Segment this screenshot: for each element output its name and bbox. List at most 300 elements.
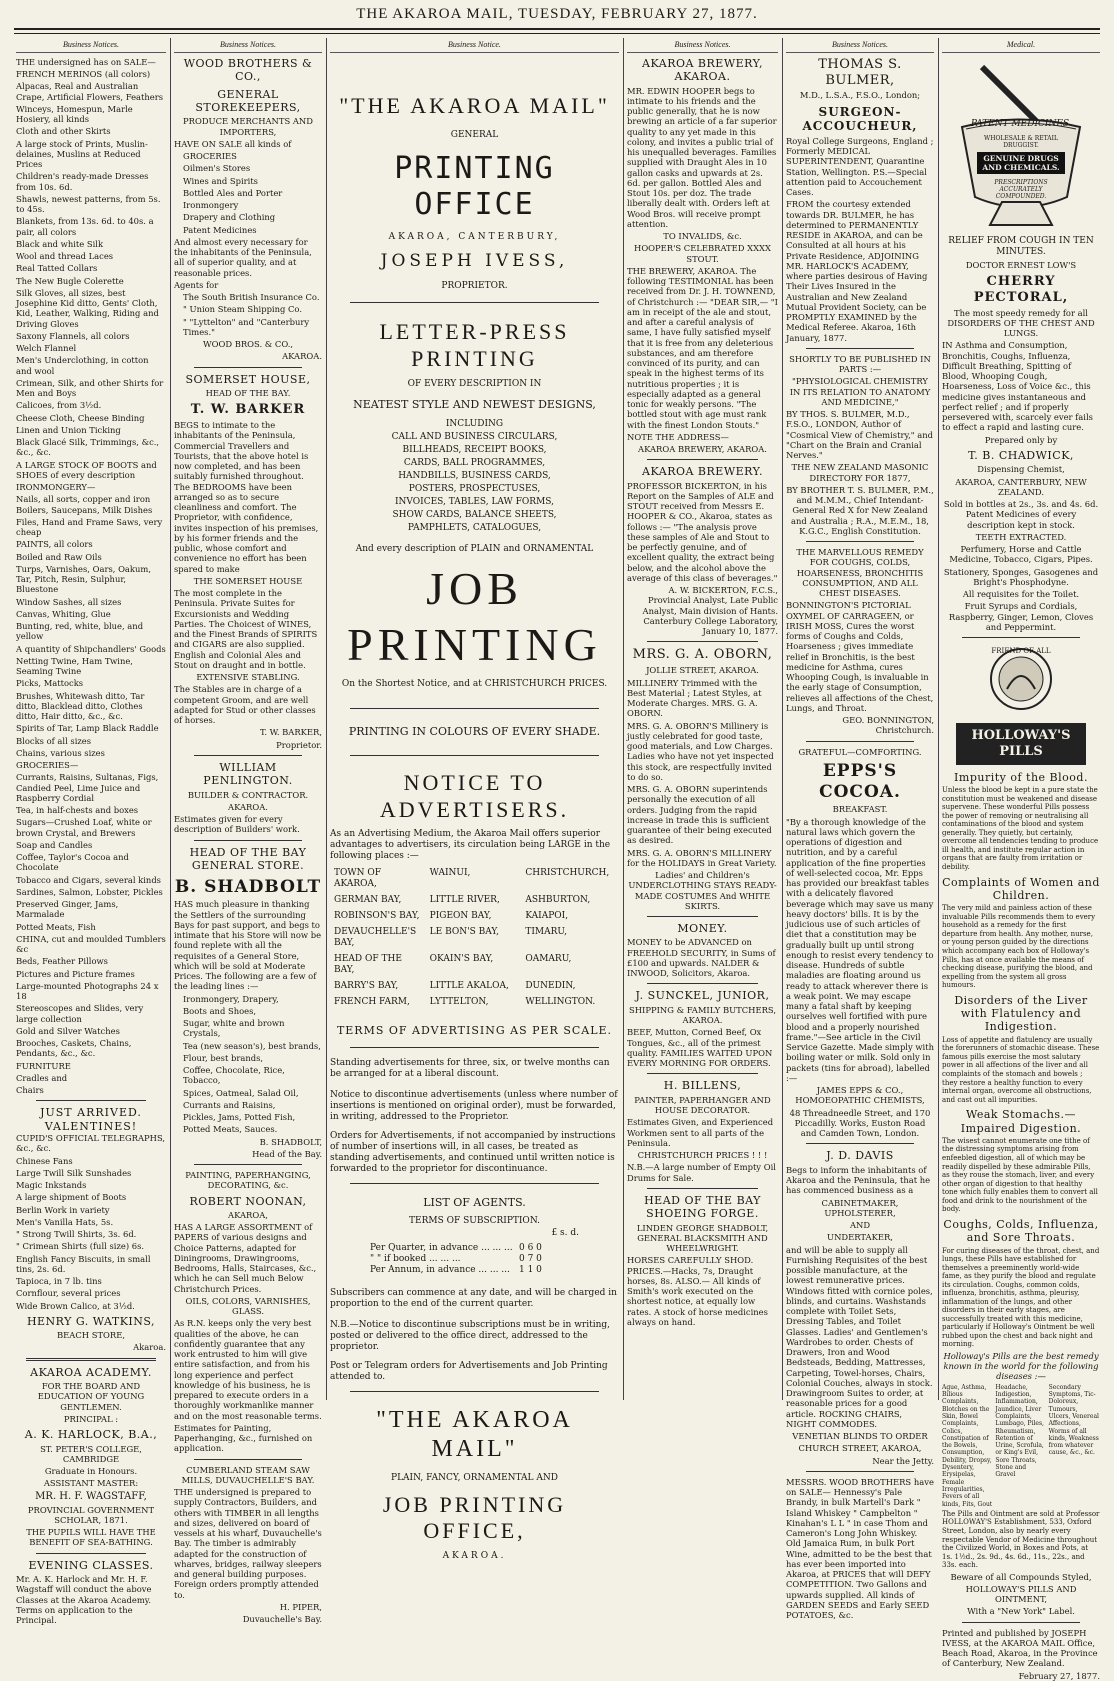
column-6 [942, 40, 1100, 1681]
cherry-text: IN Asthma and Consumption, Bronchitis, Coughs, Influenza, Difficult Breathing, Spitting of Blood, Whooping Cough, Hoarseness, Loss of Voice &c., this medicine gives instantaneous and perfect relief ; and if properly persevered with, scarcely ever fails to effect a rapid and lasting cure. [942, 340, 1093, 433]
weak-heading: Weak Stomachs.—Impaired Digestion. [960, 1108, 1082, 1135]
sale-item: PAINTS, all colors [16, 539, 93, 550]
linden-text: HORSES CAREFULLY SHOD. PRICES.—Hacks, 7s, Draught horses, 8s. ALSO.— All kinds of Smith's work executed on the shortest notice, at equally low rates. A stock of horse medicines always on hand. [627, 1255, 768, 1327]
office-place: AKAROA, CANTERBURY, [388, 231, 561, 242]
cherry-heading: CHERRY PECTORAL, [973, 273, 1069, 305]
place-item: LITTLE RIVER, [429, 895, 500, 906]
place-item: OAMARU, [525, 954, 572, 965]
column-5 [786, 40, 934, 1621]
shadbolt-item: Potted Meats, Sauces. [183, 1124, 278, 1135]
cupid-list [16, 1133, 166, 1311]
plain-fancy: PLAIN, FANCY, ORNAMENTAL AND [391, 1472, 558, 1483]
subscription-price: 0 6 0 [519, 1243, 542, 1254]
subscription-heading: TERMS OF SUBSCRIPTION. [409, 1215, 540, 1226]
divider [647, 1073, 758, 1074]
agents-list [174, 292, 322, 337]
shadbolt-place: Head of the Bay. [252, 1148, 322, 1159]
place-item: TIMARU, [525, 927, 567, 938]
testimonial-text: THE BREWERY, AKAROA. The following TESTIMONIAL has been received from Dr. J. H. TOWNEND, of Christchurch :— "DEAR SIR,— "I am in receipt of the ale and stout, and after a careful analysis of same, I have fully satisfied myself that it is free from any deleterious substances, and am therefore convinced of its purity, and can speak in the highest terms of its nutritious properties ; it is especially adapted as a general tonic for weakly persons. "The bottled stout with age must rank with the finest London Stouts." [627, 265, 778, 430]
epps-sign: JAMES EPPS & CO., HOMOEOPATHIC CHEMISTS, [795, 1085, 925, 1106]
noonan-heading: ROBERT NOONAN, [189, 1194, 307, 1208]
cupid-item: Cornflour, several prices [16, 1288, 121, 1299]
noonan-text: HAS A LARGE ASSORTMENT of PAPERS of various designs and Choice Patterns, adapted for Diningrooms, Drawingrooms, Bedrooms, Halls, Staircases, &c., which he can Sell much Below Christchurch Prices. [174, 1222, 317, 1294]
place-item: KAIAPOI, [525, 911, 569, 922]
holloway-banner: HOLLOWAY'S PILLS [956, 723, 1086, 765]
place-item: WAINUI, [429, 868, 471, 879]
shadbolt-item: Tea (new season's), best brands, [183, 1040, 321, 1051]
physiological-title: "PHYSIOLOGICAL CHEMISTRY IN ITS RELATION TO ANATOMY AND MEDICINE," [789, 376, 931, 407]
oborn-text2: MRS. G. A. OBORN'S Millinery is justly celebrated for good taste, good materials, and Low Charges. Ladies who have not yet inspected this stock, are respectfully invited to do so. [627, 720, 774, 782]
printing-item: HANDBILLS, BUSINESS CARDS, [398, 471, 551, 482]
oborn-text: MILLINERY Trimmed with the Best Material ; Latest Styles, at Moderate Charges. MRS. G. A. OBORN. [627, 677, 762, 719]
divider [26, 1358, 156, 1361]
chadwick-role: Dispensing Chemist, [977, 464, 1065, 475]
place-item: BARRY'S BAY, [334, 981, 399, 992]
sale-item: Beds, Feather Pillows [16, 956, 108, 967]
neatest-style: NEATEST STYLE AND NEWEST DESIGNS, [353, 398, 596, 412]
academy-sub: FOR THE BOARD AND EDUCATION OF YOUNG GENTLEMEN. [37, 1381, 145, 1412]
divider [806, 348, 914, 349]
chadwick-name: T. B. CHADWICK, [968, 448, 1074, 462]
divider [647, 983, 758, 984]
venetian-address: CHURCH STREET, AKAROA, [798, 1443, 922, 1454]
sale-item: Brooches, Caskets, Chains, Pendants, &c., &c. [16, 1038, 132, 1059]
money-text: MONEY to be ADVANCED on FREEHOLD SECURITY, in Sums of £100 and upwards. NALDER & INWOOD, Solicitors, Akaroa. [627, 937, 776, 979]
divider [962, 637, 1080, 638]
place-item: LITTLE AKALOA, [429, 981, 509, 992]
column-divider [938, 38, 939, 1400]
sale-item: Brushes, Whitewash ditto, Tar ditto, Blacklead ditto, Clothes ditto, Hair ditto, &c., &c. [16, 690, 145, 721]
cupid-item: " Crimean Shirts (full size) 6s. [16, 1241, 145, 1252]
sale-item: Turps, Varnishes, Oars, Oakum, Tar, Pitch, Resin, Sulphur, Bluestone [16, 563, 152, 595]
sale-item: Black Glacé Silk, Trimmings, &c., &c., &c. [16, 437, 160, 458]
impurity-heading: Impurity of the Blood. [954, 770, 1088, 784]
shortest-notice: On the Shortest Notice, and at CHRISTCHURCH PRICES. [341, 679, 608, 690]
penlington-heading: WILLIAM PENLINGTON. [203, 760, 293, 788]
pot-label-3: GENUINE DRUGS AND CHEMICALS. [982, 153, 1060, 172]
published-heading: SHORTLY TO BE PUBLISHED IN PARTS :— [789, 353, 931, 375]
cupid-item: " Strong Twill Shirts, 3s. 6d. [16, 1229, 137, 1240]
pills-sold: The Pills and Ointment are sold at Professor HOLLOWAY'S Establishment, 533, Oxford Street, London, also by nearly every respectable Vendor of Medicine throughout the Civilized World, in Boxes and Pots, at 1s. 1½d., 2s. 9d., 4s. 6d., 11s., 22s., and 33s. each. [942, 1509, 1100, 1570]
perfumery-line: Perfumery, Horse and Cattle Medicine, Tobacco, Cigars, Pipes. [949, 544, 1093, 565]
divider [647, 1188, 758, 1189]
printing-office-heading: PRINTING OFFICE [394, 150, 555, 223]
invalids-heading: TO INVALIDS, &c. [663, 231, 742, 242]
sale-item: Shawls, newest patterns, from 5s. to 45s. [16, 193, 161, 214]
sale-item: Crimean, Silk, and other Shirts for Men and Boys [16, 377, 164, 398]
linden-heading: LINDEN GEORGE SHADBOLT, GENERAL BLACKSMITH AND WHEELWRIGHT. [636, 1222, 769, 1254]
coughs-text: For curing diseases of the throat, chest, and lungs, these Pills have established for themselves a preeminently world-wide fame, as they purify the blood and regulate its circulation. Coughs, common colds, influenza, bronchitis, asthma, pleurisy, inflammation of the lungs, and other disorders in their early stages, are successfully treated with this medicine, particularly if Holloway's Ointment be well rubbed upon the chest and back night and morning. [942, 1246, 1100, 1349]
epps-text: "By a thorough knowledge of the natural laws which govern the operations of digestion and nutrition, and by a careful application of the fine properties of well-selected cocoa, Mr. Epps has provided our breakfast tables with a delicately flavored beverage which may save us many heavy doctors' bills. It is by the judicious use of such articles of diet that a constitution may be gradually built up until strong enough to resist every tendency to disease. Hundreds of subtle maladies are floating around us ready to attack wherever there is a weak point. We may escape many a fatal shaft by keeping ourselves well fortified with pure blood and a properly nourished frame."—See article in the Civil Service Gazette. Made simply with boiling water or milk. Sold only in packets (tins for abroad), labelled :— [786, 816, 934, 1083]
sale-item: A quantity of Shipchandlers' Goods [16, 643, 166, 654]
money-heading: MONEY. [677, 922, 728, 936]
sale-item: Pictures and Picture frames [16, 968, 135, 979]
place-item: HEAD OF THE BAY, [334, 954, 402, 976]
holloway-emblem [942, 643, 1100, 717]
wood-sign: WOOD BROS. & CO., [202, 339, 294, 350]
shadbolt-heading: B. SHADBOLT [174, 876, 322, 897]
cupid-item: Men's Vanilla Hats, 5s. [16, 1216, 114, 1227]
place-item: FRENCH FARM, [334, 997, 410, 1007]
davis-heading: J. D. DAVIS [826, 1149, 894, 1163]
venetian-near: Near the Jetty. [872, 1455, 934, 1466]
epps-heading: EPPS'S COCOA. [819, 760, 901, 802]
sale-item: Children's ready-made Dresses from 10s. 6d. [16, 171, 149, 192]
disease-column: Secondary Symptoms, Tic-Doloreux, Tumours, Ulcers, Venereal Affections, Worms of all kinds, Weakness from whatever cause, &c., &c. [1048, 1383, 1099, 1457]
divider [647, 459, 758, 460]
masonic-title: THE NEW ZEALAND MASONIC DIRECTORY FOR 1877, [791, 462, 929, 483]
divider [806, 1471, 914, 1472]
barker-role: Proprietor. [276, 739, 322, 750]
divider [194, 1459, 302, 1460]
noonan-text2: As R.N. keeps only the very best qualities of the above, he can confidently guarantee that any work entrusted to him will give entire satisfaction, and from his long experience and perfect knowledge of his business, he is prepared to execute orders in a thoroughly workmanlike manner and on the most reasonable terms. [174, 1318, 322, 1421]
sale-item: Gold and Silver Watches [16, 1025, 120, 1036]
painting-heading: PAINTING, PAPERHANGING, DECORATING, &c. [185, 1170, 311, 1191]
evening-text: Mr. A. K. Harlock and Mr. H. F. Wagstaff will conduct the above Classes at the Akaroa Academy. Terms on application to the Principal. [16, 1574, 152, 1626]
disease-column: Ague, Asthma, Bilious Complaints, Blotches on the Skin, Bowel Complaints, Colics, Constipation of the Bowels, Consumption, Debility, Dropsy, Dysentery, Erysipelas, Female Irregularities, Fevers of all kinds, Fits, Gout [942, 1383, 993, 1508]
printing-items [330, 432, 619, 534]
divider [806, 541, 914, 542]
oborn-text4: MRS. G. A. OBORN'S MILLINERY for the HOLIDAYS in Great Variety. [627, 847, 777, 868]
including-label: INCLUDING [445, 419, 504, 430]
place-item: OKAIN'S BAY, [429, 954, 494, 965]
epps-address: 48 Threadneedle Street, and 170 Piccadilly. Works, Euston Road and Camden Town, London. [789, 1107, 931, 1139]
subscription-units: £ s. d. [551, 1228, 579, 1239]
wood-title: WOOD BROTHERS & CO., [183, 56, 313, 84]
wood-item: Patent Medicines [183, 224, 257, 235]
barker-house: THE SOMERSET HOUSE [193, 575, 303, 586]
remedy-heading: Holloway's Pills are the best remedy known in the world for the following diseases :— [943, 1350, 1099, 1382]
assistant-detail: PROVINCIAL GOVERNMENT SCHOLAR, 1871. [27, 1504, 155, 1525]
grateful-line: GRATEFUL—COMFORTING. [798, 746, 922, 757]
wood-item: Drapery and Clothing [183, 212, 276, 223]
shadbolt-item: Ironmongery, Drapery, [183, 993, 279, 1004]
column-heading: Medical. [942, 40, 1100, 53]
xxxx-heading: HOOPER'S CELEBRATED XXXX STOUT. [634, 243, 771, 264]
place-item: LE BON'S BAY, [429, 927, 499, 938]
agent-item: The South British Insurance Co. [183, 292, 320, 303]
place-item: DEVAUCHELLE'S BAY, [334, 927, 417, 949]
column-heading: Business Notice. [330, 40, 619, 53]
sale-item: The New Bugle Colerette [16, 275, 124, 286]
shadbolt-sign: B. SHADBOLT, [259, 1136, 322, 1147]
divider [350, 1047, 599, 1048]
notice-heading: NOTICE TO ADVERTISERS. [379, 769, 570, 822]
sale-item: Black and white Silk [16, 238, 104, 249]
sale-item: Cheese Cloth, Cheese Binding [16, 412, 145, 423]
proprietor-label: PROPRIETOR. [441, 281, 508, 292]
penlington-place: AKAROA. [228, 801, 268, 812]
emblem-text: FRIEND OF ALL [991, 647, 1051, 656]
place-item: ROBINSON'S BAY, [334, 911, 420, 922]
wood-intro: HAVE ON SALE all kinds of [174, 138, 292, 149]
brewery-heading: AKAROA BREWERY, AKAROA. [642, 56, 763, 84]
ladies-text: Ladies' and Children's UNDERCLOTHING STAYS READY-MADE COSTUMES And WHITE SKIRTS. [628, 870, 777, 911]
complaints-text: The very mild and painless action of these invaluable Pills recommends them to every household as a remedy for the first departure from health. Any mother, nurse, or young person guided by the directions which accompany each box of Holloway's Pills, has at once available the means of checking disease, purifying the blood, and expelling from the system all gross humours. [942, 904, 1096, 990]
masthead: THE AKAROA MAIL, TUESDAY, FEBRUARY 27, 1877. [356, 6, 758, 22]
sale-item: Winceys, Homespun, Marle Hosiery, all kinds [16, 103, 133, 124]
masonic-by: BY BROTHER T. S. BULMER, P.M., and M.M.M., Chief Intendant-General Red X for New Zealand and Australia ; R.A., M.E.M., 18, K.G.C., English Constitution. [786, 484, 934, 536]
place-item: LYTTELTON, [429, 997, 489, 1007]
cupid-item: Wide Brown Calico, at 3½d. [16, 1300, 135, 1311]
watkins-place: Akaroa. [133, 1342, 166, 1353]
wood-item: GROCERIES [183, 151, 237, 162]
mills-sign: H. PIPER, [279, 1601, 322, 1612]
watkins-store: BEACH STORE, [57, 1330, 125, 1341]
disease-table [942, 1384, 1100, 1510]
subscription-price: 1 1 0 [519, 1265, 542, 1276]
sale-item: Wool and thread Laces [16, 251, 114, 261]
office-title-2: "THE AKAROA MAIL" [376, 1407, 573, 1463]
column-4 [627, 40, 778, 1398]
mills-text: THE undersigned is prepared to supply Contractors, Builders, and others with TIMBER in all lengths and sizes, delivered on board of vessels at his wharf, Duvauchelle's Bay. The timber is admirably adapted for the construction of wharves, bridges, railway sleepers and general building purposes. Foreign orders promptly attended to. [174, 1487, 322, 1600]
sale-item: Picks, Mattocks [16, 678, 84, 689]
sale-item: Cloth and other Skirts [16, 126, 111, 137]
sale-item: Men's Underclothing, in cotton and wool [16, 355, 149, 376]
noonan-oils: OILS, COLORS, VARNISHES, GLASS. [185, 1295, 311, 1317]
weak-text: The wisest cannot enumerate one tithe of the distressing symptoms arising from enfeebled digestion, all of which may be readily dispelled by these admirable Pills, as they rouse the stomach, liver, and every other organ of digestion to that healthy tone which fully enables them to convert all food and drink to the nourishment of the body. [942, 1136, 1098, 1214]
column-3 [330, 40, 619, 1562]
bonnington-sign: GEO. BONNINGTON, Christchurch. [842, 715, 934, 736]
nb-text: N.B.—Notice to discontinue subscriptions must be in writing, posted or delivered to the office direct, addressed to the proprietor. [330, 1320, 611, 1353]
hpo-line: HOLLOWAY'S PILLS AND OINTMENT, [965, 1583, 1077, 1605]
shadbolt-item: Flour, best brands, [183, 1052, 264, 1063]
valentines-heading: VALENTINES! [44, 1119, 138, 1133]
toilet-line: All requisites for the Toilet. [962, 589, 1080, 600]
column-heading: Business Notices. [627, 40, 778, 53]
barker-sign: T. W. BARKER, [260, 727, 322, 738]
letterpress-heading: LETTER-PRESS PRINTING [379, 319, 570, 372]
sunckel-heading: J. SUNCKEL, JUNIOR, [635, 989, 770, 1003]
shadbolt-items [174, 994, 322, 1135]
divider [350, 1183, 599, 1184]
venetian-heading: VENETIAN BLINDS TO ORDER [792, 1431, 928, 1442]
agents-label: Agents for [174, 279, 219, 290]
shadbolt-item: Currants and Raisins, [183, 1099, 276, 1110]
sale-item: CHINA, cut and moulded Tumblers &c [16, 933, 166, 954]
breakfast-label: BREAKFAST. [832, 804, 888, 815]
sale-item: Blocks of all sizes [16, 735, 92, 746]
printing-item: INVOICES, TABLES, LAW FORMS, [394, 497, 554, 508]
column-heading: Business Notices. [16, 40, 166, 53]
sale-item: Spirits of Tar, Lamp Black Raddle [16, 723, 159, 734]
sale-item: Window Sashes, all sizes [16, 596, 122, 607]
place-item: PIGEON BAY, [429, 911, 492, 922]
oborn-place: JOLLIE STREET, AKAROA. [646, 665, 759, 676]
stabling-text: The Stables are in charge of a competent Groom, and are well adapted for Stud or other classes of horses. [174, 684, 316, 726]
cabinet-heading: CABINETMAKER, UPHOLSTERER, [821, 1197, 899, 1218]
bickerton-sign: A. W. BICKERTON, F.C.S., Provincial Analyst, Late Public Analyst, Main division of Hants. Canterbury College Laboratory, January 10, 1877. [642, 585, 778, 637]
wood-text: And almost every necessary for the inhabitants of the Peninsula, all of superior quality, and at reasonable prices. [174, 236, 312, 278]
column-divider [326, 38, 327, 1400]
bulmer-text2: FROM the courtesy extended towards DR. BULMER, he has determined to PERMANENTLY RESIDE in AKAROA, and can be Consulted at all hours at his Private Residence, ADJOINING MR. HARLOCK'S ACADEMY, where parties desirous of Having Their Lives Insured in the Australian and New Zealand Mutual Provident Society, can be PROMPTLY EXAMINED by the Medical Referee. Akaroa, 16th January, 1877. [786, 199, 928, 343]
standing-text: Standing advertisements for three, six, or twelve months can be arranged for at a liberal discount. [330, 1058, 610, 1080]
christchurch-prices: CHRISTCHURCH PRICES ! ! ! [637, 1150, 768, 1161]
column-divider [170, 38, 171, 1400]
principal-label: PRINCIPAL : [63, 1413, 119, 1424]
sale-item: Chairs [16, 1085, 44, 1095]
relief-heading: RELIEF FROM COUGH IN TEN MINUTES. [948, 235, 1094, 257]
divider [350, 708, 599, 709]
bulmer-heading: THOMAS S. BULMER, [818, 56, 902, 88]
undertaker-heading: UNDERTAKER, [827, 1232, 893, 1243]
divider [194, 840, 302, 841]
discontinue-text: Notice to discontinue advertisements (unless where number of insertions is mentioned on original order), must be forwarded, in writing, addressed to the Proprietor. [330, 1090, 618, 1123]
sale-list [16, 57, 166, 1096]
cherry-sub: The most speedy remedy for all DISORDERS OF THE CHEST AND LUNGS. [947, 307, 1095, 339]
owner-name: JOSEPH IVESS, [380, 250, 569, 271]
ny-line: With a "New York" Label. [967, 1606, 1075, 1617]
sale-item: Saxony Flannels, all colors [16, 330, 130, 341]
sale-item: Netting Twine, Ham Twine, Seaming Twine [16, 655, 133, 676]
sale-item: Real Tatted Collars [16, 263, 98, 274]
printing-item: CALL AND BUSINESS CIRCULARS, [391, 432, 558, 443]
bonnington-text: BONNINGTON'S PICTORIAL OXYMEL OF CARRAGEEN, or IRISH MOSS, Cures the worst forms of Coughs and Colds, Hoarseness ; gives immediate relief in Bronchitis, is the best medicine for Asthma, cures Whooping Cough, is invaluable in the early stage of Consumption, relieves all affections of the Chest, Lungs, and Throat. [786, 600, 934, 713]
hob-heading: HEAD OF THE BAY GENERAL STORE. [189, 845, 307, 873]
bickerton-text: PROFESSOR BICKERTON, in his Report on the Samples of ALE and STOUT received from Messrs E. HOOPER & CO., Akaroa, states as follows :— "The analysis prove these samples of Ale and Stout to be perfectly genuine, and of excellent quality, the extract being below, and the alcohol above the average of this class of beverages." [627, 480, 778, 583]
watkins-name: HENRY G. WATKINS, [26, 1314, 156, 1328]
and-label: AND [849, 1220, 871, 1231]
sale-item: FRENCH MERINOS (all colors) [16, 69, 151, 79]
billens-sub: PAINTER, PAPERHANGER AND HOUSE DECORATOR. [634, 1094, 771, 1116]
wood-sub2: PRODUCE MERCHANTS AND IMPORTERS, [183, 116, 313, 137]
divider [194, 367, 302, 368]
divider [647, 916, 758, 917]
brewery-heading-2: AKAROA BREWERY. [642, 465, 763, 479]
sale-item: Boiled and Raw Oils [16, 551, 102, 562]
subscription-price: 0 7 0 [519, 1254, 542, 1265]
place-item: WELLINGTON. [525, 997, 596, 1007]
every-description: OF EVERY DESCRIPTION IN [407, 379, 542, 390]
bulmer-text: Royal College Surgeons, England ; Formerly MEDICAL SUPERINTENDENT, Quarantine Station, Wellington. P.S.—Special attention paid to Accouchement Cases. [786, 135, 934, 198]
agent-item: " Union Steam Shipping Co. [183, 304, 302, 315]
sale-item: Welch Flannel [16, 343, 77, 353]
sale-item: Stereoscopes and Slides, very large collection [16, 1003, 144, 1024]
teeth-line: TEETH EXTRACTED. [975, 531, 1067, 542]
oborn-heading: MRS. G. A. OBORN, [632, 647, 773, 663]
penlington-sub: BUILDER & CONTRACTOR. [187, 789, 309, 800]
just-arrived-heading: JUST ARRIVED. [40, 1106, 142, 1120]
divider [647, 641, 758, 642]
sale-item: Coffee, Taylor's Cocoa and Chocolate [16, 852, 129, 873]
post-text: Post or Telegram orders for Advertisements and Job Printing attended to. [330, 1361, 608, 1383]
barker-heading: T. W. BARKER [190, 402, 306, 418]
complaints-heading: Complaints of Women and Children. [942, 875, 1100, 902]
academy-heading: AKAROA ACADEMY. [30, 1365, 152, 1379]
wood-items [174, 151, 322, 235]
wood-sub: GENERAL STOREKEEPERS, [195, 87, 301, 114]
column-divider [623, 38, 624, 1400]
sale-item: Cradles and [16, 1072, 68, 1083]
divider [36, 1100, 146, 1101]
subscription-table [330, 1241, 619, 1278]
printing-item: POSTERS, PROSPECTUSES, [408, 484, 541, 495]
surgeon-heading: SURGEON-ACCOUCHEUR, [802, 104, 918, 134]
subscription-period: Per Annum, in advance ... ... ... [370, 1265, 510, 1276]
sale-item: THE undersigned has on SALE— [16, 56, 156, 67]
sale-item: Alpacas, Real and Australian Crape, Artificial Flowers, Feathers [16, 81, 164, 102]
orders-text: Orders for Advertisements, if not accompanied by instructions of number of insertions will, in all cases, be treated as standing advertisements, and continued until written notice is forwarded to the proprietor for discontinuance. [330, 1131, 616, 1175]
stabling-heading: EXTENSIVE STABLING. [196, 672, 300, 683]
printing-item: SHOW CARDS, BALANCE SHEETS, [392, 510, 557, 521]
davis-text2: and will be able to supply all Furnishing Requisites of the best possible manufacture, at the lowest remunerative prices. Windows fitted with cornice poles, blinds, and curtains. Washstands complete with Toilet Sets, Dressing Tables, and Toilet Glasses. Ladies' and Gentlemen's Wardrobes to order. Chests of Drawers, Iron and Wood Bedsteads, Bedding, Mattresses, Carpeting, Towel-horses, Chairs, Colonial Couches, always in stock. Drawingroom Suites to order, at reasonable prices for a good article. ROCKING CHAIRS, NIGHT COMMODES. [786, 1244, 933, 1429]
cupid-item: Berlin Work in variety [16, 1204, 110, 1215]
chemist-pestle-illustration [942, 57, 1100, 232]
brewery-address: AKAROA BREWERY, AKAROA. [638, 444, 767, 455]
mills-heading: CUMBERLAND STEAM SAW MILLS, DUVAUCHELLE'S BAY. [181, 1464, 315, 1485]
printing-item: PAMPHLETS, CATALOGUES, [407, 523, 542, 534]
pupils-note: THE PUPILS WILL HAVE THE BENEFIT OF SEA-BATHING. [26, 1527, 156, 1548]
lowe-name: DOCTOR ERNEST LOW'S [965, 259, 1077, 270]
divider [350, 755, 599, 756]
colours-line: PRINTING IN COLOURS OF EVERY SHADE. [348, 725, 601, 739]
divider [194, 755, 302, 756]
sale-item: Currants, Raisins, Sultanas, Figs, Candied Peel, Lime Juice and Raspberry Cordial [16, 772, 159, 803]
marvellous-heading: THE MARVELLOUS REMEDY FOR COUGHS, COLDS, HOARSENESS, BRONCHITIS CONSUMPTION, AND ALL CHEST DISEASES. [796, 547, 924, 599]
wood-place: AKAROA. [282, 351, 322, 362]
sale-item: FURNITURE [16, 1060, 71, 1071]
place-item: CHRISTCHURCH, [525, 868, 610, 879]
barker-text: BEGS to intimate to the inhabitants of the Peninsula, Commercial Travellers and Tourists, that the above hotel is now completed, and has been suitably furnished throughout. The BEDROOMS have been arranged so as to secure cleanliness and comfort. The Proprietor, with confidence, invites inspection of his premises, by his former friends and the public, whose comfort and convenience no effort has been spared to make [174, 420, 319, 574]
sale-item: IRONMONGERY— [16, 482, 96, 492]
sale-item: Chains, various sizes [16, 747, 105, 758]
evening-heading: EVENING CLASSES. [28, 1558, 154, 1572]
sale-item: Canvas, Whiting, Glue [16, 608, 111, 619]
places-grid [330, 864, 619, 1014]
sale-item: Tea, in half-chests and boxes [16, 805, 139, 815]
sale-item: Blankets, from 13s. 6d. to 40s. a pair, all colors [16, 216, 154, 237]
beware-line: Beware of all Compounds Styled, [950, 1571, 1092, 1582]
printing-item: BILLHEADS, RECEIPT BOOKS, [402, 445, 547, 456]
office-title: "THE AKAROA MAIL" [339, 92, 610, 118]
terms-heading: TERMS OF ADVERTISING AS PER SCALE. [336, 1023, 613, 1037]
divider [194, 1164, 302, 1165]
chadwick-place: AKAROA, CANTERBURY, NEW ZEALAND. [955, 476, 1087, 497]
divider [350, 1391, 599, 1392]
shadbolt-item: Boots and Shoes, [183, 1005, 257, 1016]
stationery-line: Stationery, Sponges, Gasogenes and Bright's Phosphodyne. [943, 566, 1099, 587]
hooper-text: MR. EDWIN HOOPER begs to intimate to his friends and the public generally, that he is now brewing an article of a far superior quality to any yet made in this colony, and invites a public trial of his unequalled beverages. Families supplied with Draught Ales in 10 gallon casks and upwards at 2s. 6d. per gallon. Bottled Ales and Stout 10s. per doz. The trade liberally dealt with. Orders left at Wood Bros. will receive prompt attention. [627, 85, 777, 229]
impurity-text: Unless the blood be kept in a pure state the constitution must be weakened and disease supervene. These wonderful Pills possess the power of removing or neutralising all contaminations of the blood and system generally. They quietly, but certainly, overcome all tendencies tending to produce ill health, and institute regular action in organs that are faulty from irritation or debility. [942, 786, 1099, 871]
office-akaroa: AKAROA. [442, 1551, 507, 1562]
shadbolt-text: HAS much pleasure in thanking the Settlers of the surrounding Bays for past support, and begs to intimate that his Store will now be found replete with all the requisites of a General Store, which will be sold at Moderate Prices. The following are a few of the leading lines :— [174, 899, 322, 992]
fruit-line: Fruit Syrups and Cordials, Raspberry, Ginger, Lemon, Cloves and Peppermint. [948, 601, 1094, 632]
note-address: NOTE THE ADDRESS— [627, 431, 729, 442]
coughs-heading: Coughs, Colds, Influenza, and Sore Throats. [943, 1217, 1099, 1245]
principal-honours: Graduate in Honours. [44, 1466, 138, 1477]
barker-text2: The most complete in the Peninsula. Private Suites for Excursionists and Wedding Parties. The Choicest of WINES, and the Finest Brands of SPIRITS and CIGARS are also supplied. English and Colonial Ales and Stout on draught and in bottle. [174, 588, 318, 670]
noonan-place: AKAROA, [228, 1209, 268, 1220]
prepared-label: Prepared only by [984, 434, 1058, 445]
cupid-item: Magic Inkstands [16, 1180, 87, 1191]
sale-item: Silk Gloves, all sizes, best Josephine Kid ditto, Gents' Cloth, Kid, Leather, Walking, Riding and Driving Gloves [16, 287, 159, 329]
divider [806, 1143, 914, 1144]
divider [962, 1622, 1080, 1623]
column-heading: Business Notices. [174, 40, 322, 53]
disease-column: Headache, Indigestion, Inflammation, Jaundice, Liver Complaints, Lumbago, Piles, Rheumatism, Retention of Urine, Scrofula, or King's Evil, Sore Throats, Stone and Gravel [995, 1383, 1044, 1479]
sale-item: Potted Meats, Fish [16, 921, 96, 932]
job-office-heading: JOB PRINTING OFFICE, [382, 1491, 567, 1544]
shadbolt-item: Coffee, Chocolate, Rice, Tobacco, [183, 1065, 285, 1086]
shadbolt-item: Sugar, white and brown Crystals, [183, 1018, 285, 1039]
sale-item: Files, Hand and Frame Saws, very cheap [16, 516, 163, 537]
liver-text: Loss of appetite and flatulency are usually the forerunners of stomachic disease. These famous pills exercise the most salutary power in all affections of the liver and all complaints of the stomach and bowels ; they restore a healthy function to every internal organ, overcome all obstructions, and cast out all impurities. [942, 1035, 1100, 1104]
wood-item: Oilmen's Stores [183, 163, 251, 174]
place-item: GERMAN BAY, [334, 895, 402, 906]
wood-spirits-text: MESSRS. WOOD BROTHERS have on SALE— Hennessy's Pale Brandy, in bulk Martell's Dark " Island Whiskey " Campbelton " Kinahan's L L " in case Thom and Cameron's Long John Whiskey. Old Jamaica Rum, in bulk Port Wine, admitted to be the best that has ever been imported into Akaroa, at PRICES that will DEFY COMPETITION. Two Gallons and upwards supplied. All kinds of GARDEN SEEDS and Early SEED POTATOES, &c. [786, 1476, 934, 1621]
cupid-item: Tapioca, in 7 lb. tins [16, 1276, 102, 1287]
sale-item: Soap and Candles [16, 839, 93, 850]
